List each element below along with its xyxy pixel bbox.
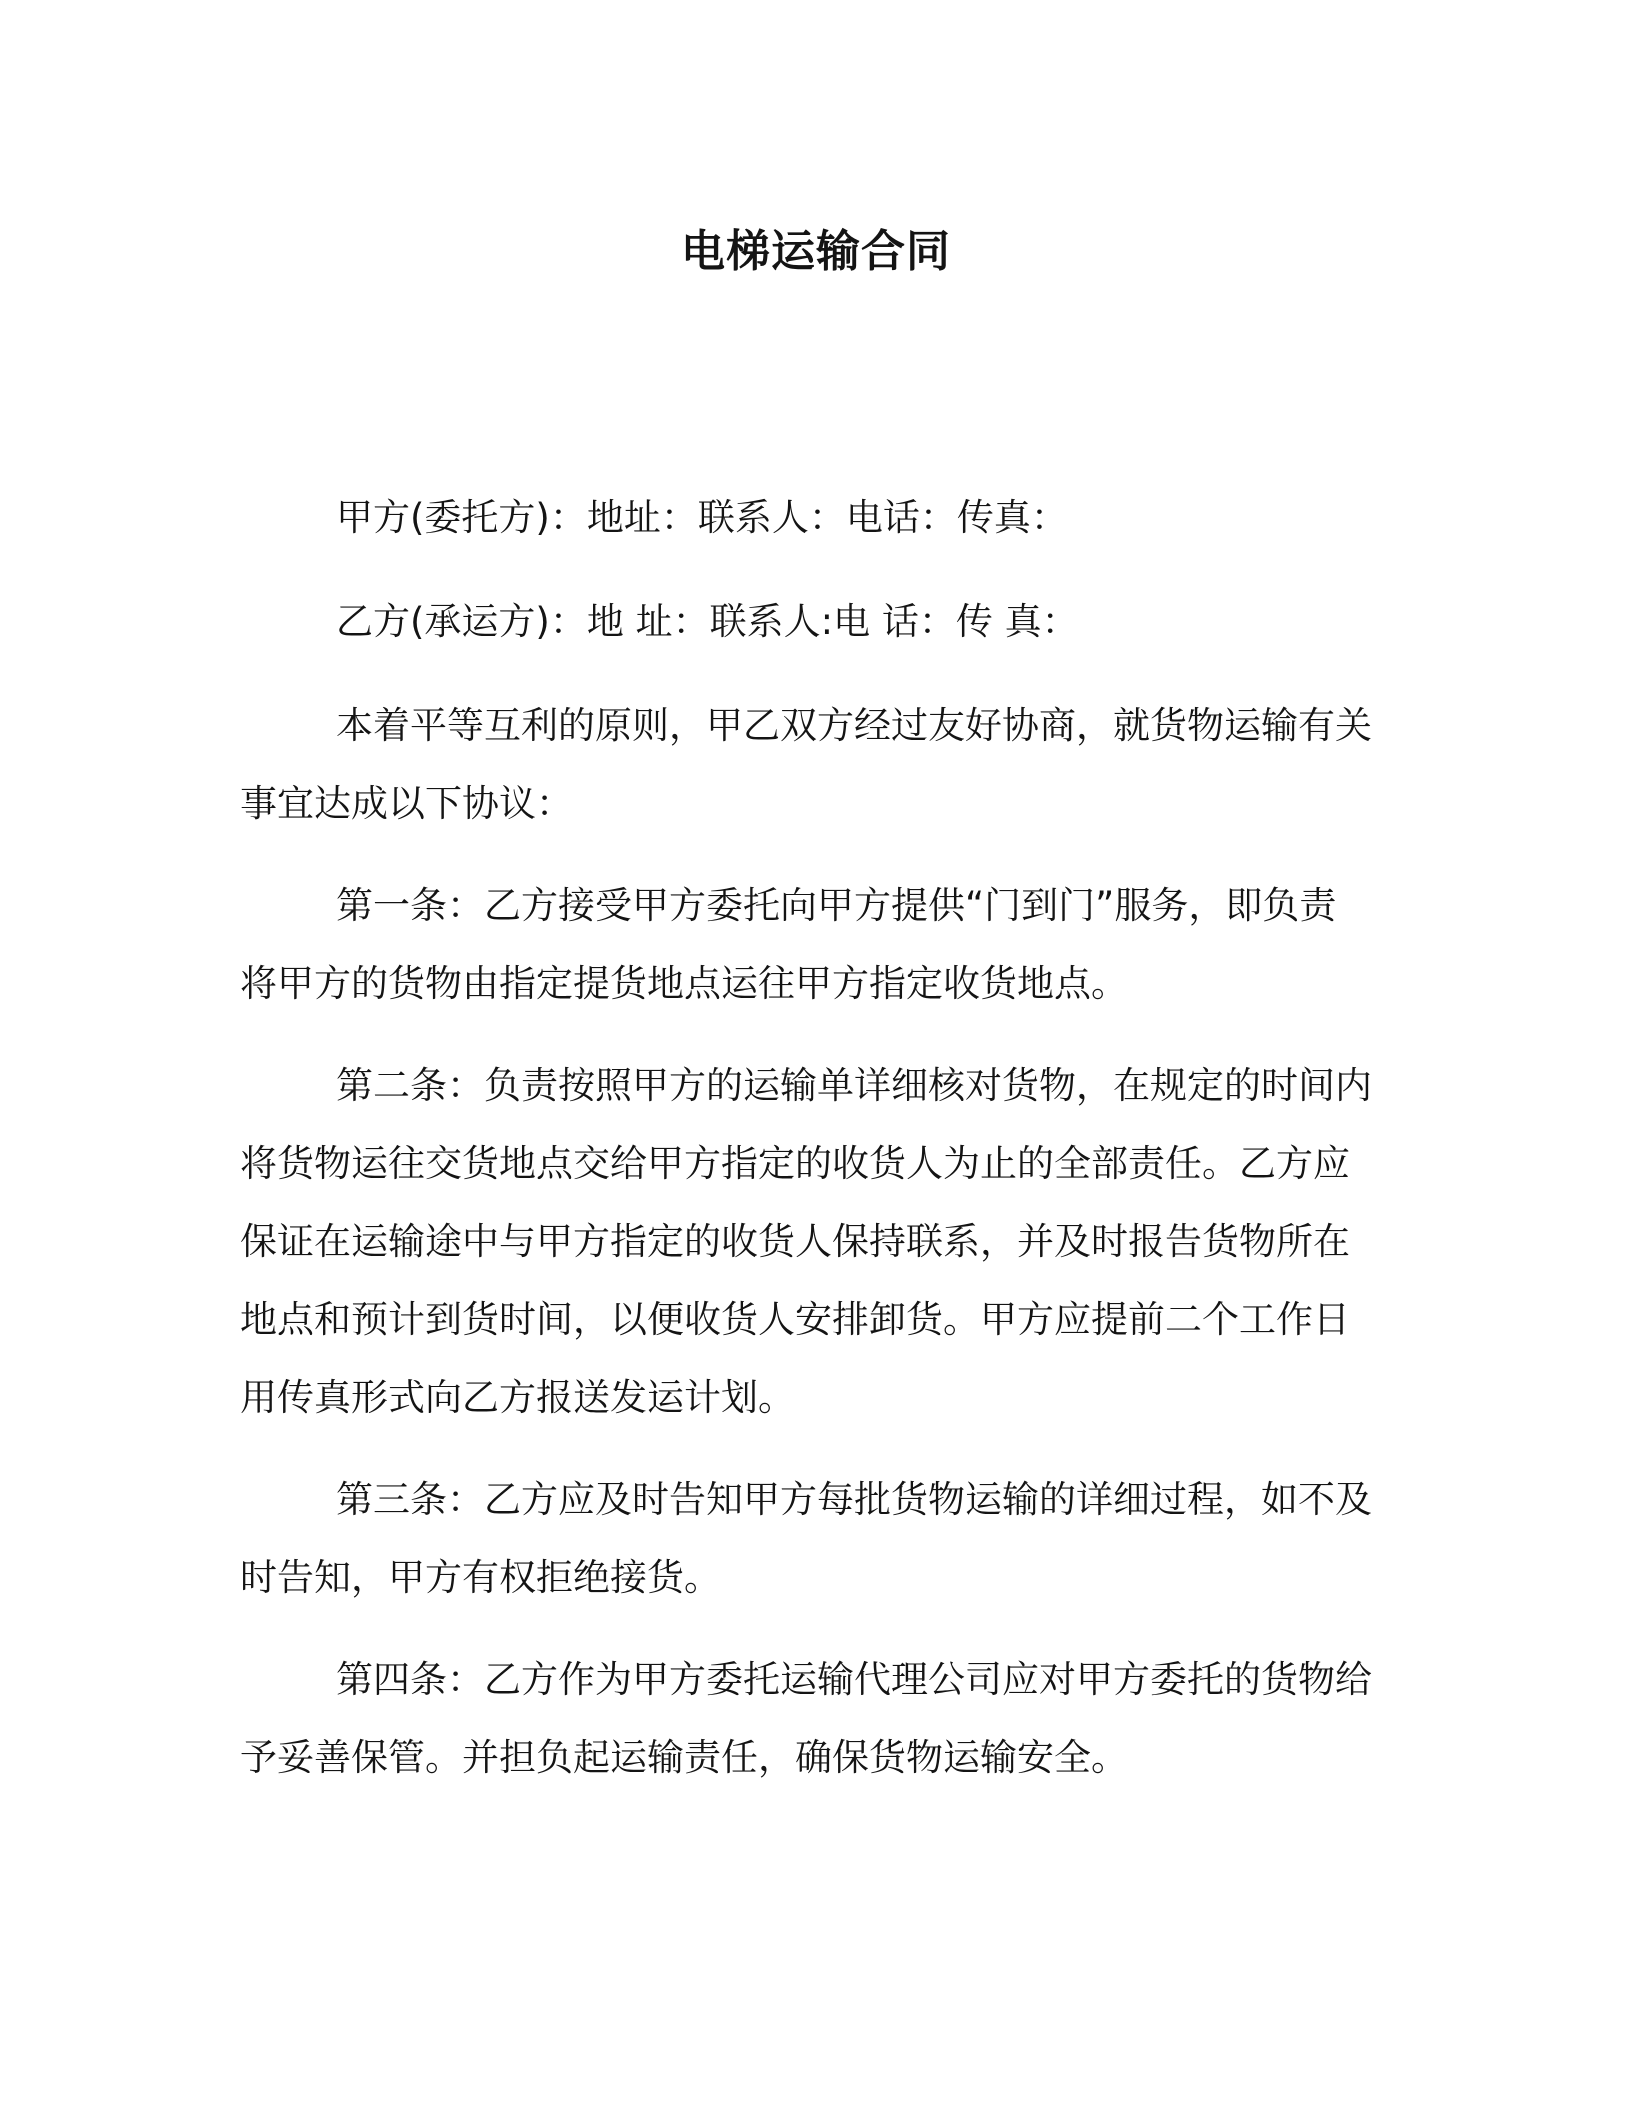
article-4-line-2: 予妥善保管。并担负起运输责任，确保货物运输安全。 [240, 1736, 1128, 1779]
article-2-line-3: 保证在运输途中与甲方指定的收货人保持联系，并及时报告货物所在 [240, 1220, 1350, 1263]
article-4-line-1: 第四条：乙方作为甲方委托运输代理公司应对甲方委托的货物给 [336, 1658, 1372, 1701]
article-3-line-2: 时告知，甲方有权拒绝接货。 [240, 1556, 721, 1599]
article-2-line-2: 将货物运往交货地点交给甲方指定的收货人为止的全部责任。乙方应 [240, 1142, 1350, 1185]
intro-line-2: 事宜达成以下协议： [240, 782, 573, 825]
article-2-line-1: 第二条：负责按照甲方的运输单详细核对货物，在规定的时间内 [336, 1064, 1372, 1107]
article-1-line-2: 将甲方的货物由指定提货地点运往甲方指定收货地点。 [240, 962, 1128, 1005]
party-b-line: 乙方(承运方)：地 址：联系人:电 话：传 真： [336, 600, 1079, 643]
document-title: 电梯运输合同 [681, 226, 951, 277]
party-a-line: 甲方(委托方)：地址：联系人：电话：传真： [336, 496, 1068, 539]
article-2-line-4: 地点和预计到货时间，以便收货人安排卸货。甲方应提前二个工作日 [240, 1298, 1350, 1341]
article-3-line-1: 第三条：乙方应及时告知甲方每批货物运输的详细过程，如不及 [336, 1478, 1372, 1521]
intro-line-1: 本着平等互利的原则，甲乙双方经过友好协商，就货物运输有关 [336, 704, 1372, 747]
article-1-line-1: 第一条：乙方接受甲方委托向甲方提供“门到门”服务，即负责 [336, 884, 1337, 927]
article-2-line-5: 用传真形式向乙方报送发运计划。 [240, 1376, 795, 1419]
